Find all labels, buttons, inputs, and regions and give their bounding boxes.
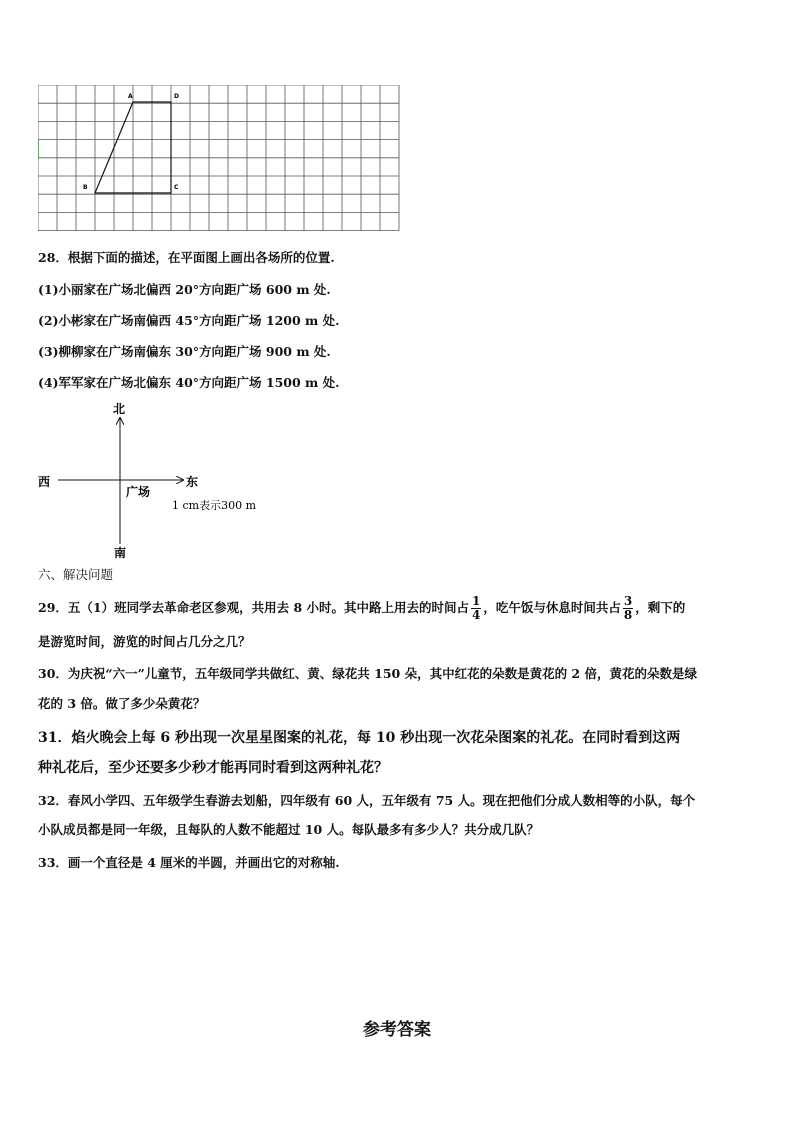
answer-section-title: 参考答案	[363, 1020, 431, 1040]
q32-line-1: 32．春风小学四、五年级学生春游去划船，四年级有 60 人，五年级有 75 人。现在把他们分成人数相等的小队，每个	[38, 793, 696, 808]
q29-text-3: ，剩下的	[635, 600, 686, 615]
q28-item-2: (2)小彬家在广场南偏西 45°方向距广场 1200 m 处.	[38, 313, 340, 328]
q29-line-1	[38, 594, 685, 622]
south-label: 南	[114, 546, 127, 560]
plaza-label: 广场	[126, 485, 151, 499]
compass-diagram	[30, 396, 270, 566]
q29-text-2: ，吃午饭与休息时间共占	[483, 600, 621, 615]
q28-item-1: (1)小丽家在广场北偏西 20°方向距广场 600 m 处.	[38, 282, 331, 297]
q31-line-1: 31．焰火晚会上每 6 秒出现一次星星图案的礼花，每 10 秒出现一次花朵图案的礼花。在同时看到这两	[38, 730, 681, 746]
section-6-title: 六、解决问题	[38, 567, 114, 582]
q30-line-1: 30．为庆祝“六一”儿童节，五年级同学共做红、黄、绿花共 150 朵，其中红花的朵数是黄花的 2 倍，黄花的朵数是绿	[38, 666, 697, 681]
q29-text-1: 29．五（1）班同学去革命老区参观，共用去 8 小时。其中路上用去的时间占	[38, 600, 469, 615]
q30-line-2: 花的 3 倍。做了多少朵黄花？	[38, 696, 206, 711]
fraction-three-eighths: $\frac{3}{8}$	[623, 594, 633, 622]
point-c-label: C	[174, 184, 179, 191]
east-label: 东	[186, 475, 199, 489]
fraction-one-quarter: $\frac{1}{4}$	[472, 594, 481, 622]
point-d-label: D	[174, 93, 179, 100]
q31-line-2: 种礼花后，至少还要多少秒才能再同时看到这两种礼花？	[38, 760, 388, 776]
q33-line-1: 33．画一个直径是 4 厘米的半圆，并画出它的对称轴.	[38, 855, 340, 870]
q32-line-2: 小队成员都是同一年级，且每队的人数不能超过 10 人。每队最多有多少人？共分成几队？	[38, 822, 540, 837]
north-label: 北	[113, 402, 126, 416]
trapezoid-grid-figure	[38, 85, 400, 231]
point-a-label: A	[128, 93, 133, 100]
q28-item-4: (4)军军家在广场北偏东 40°方向距广场 1500 m 处.	[38, 375, 340, 390]
q28-title: 28．根据下面的描述，在平面图上画出各场所的位置.	[38, 250, 335, 265]
point-b-label: B	[83, 184, 88, 191]
scale-label: 1 cm表示300 m	[172, 499, 257, 512]
q29-line-2: 是游览时间，游览的时间占几分之几？	[38, 634, 251, 649]
q28-item-3: (3)柳柳家在广场南偏东 30°方向距广场 900 m 处.	[38, 344, 331, 359]
west-label: 西	[38, 475, 51, 489]
